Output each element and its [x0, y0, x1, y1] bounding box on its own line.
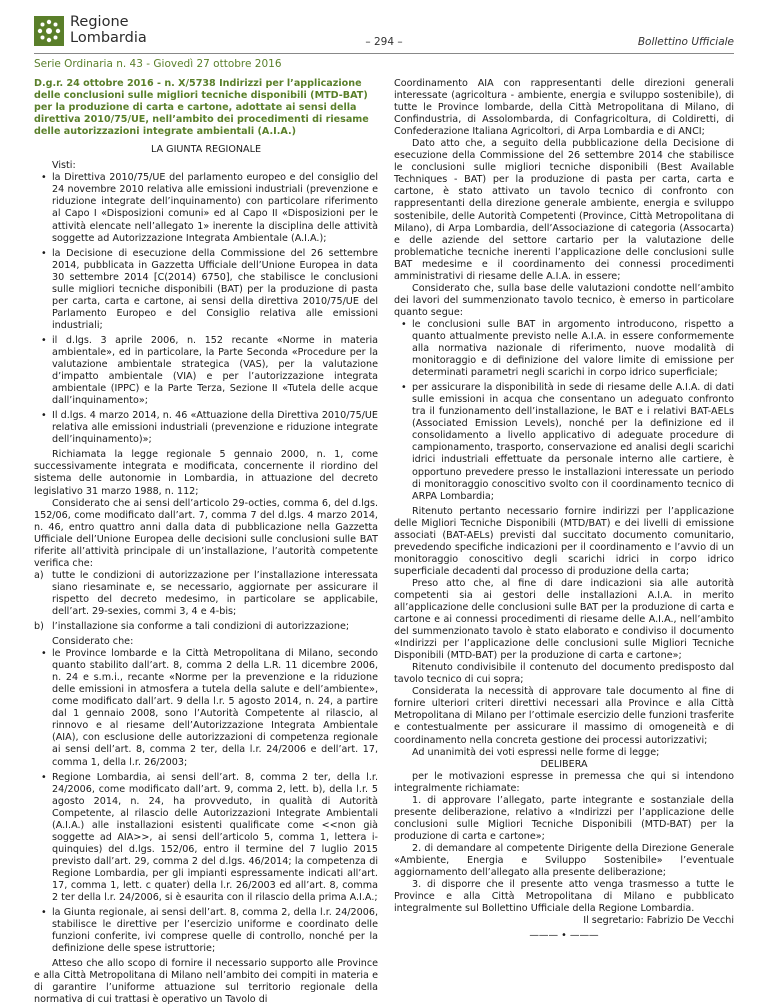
list-item: • la Giunta regionale, ai sensi dell’art. 8, comma 2, della l.r. 24/2006, stabilisce le direttive per l’esercizio uniforme e coordinato delle funzioni conferite, ivi comprese quelle di controllo, nonché per la definizione delle spese istruttorie;	[34, 907, 378, 955]
alpha-list	[34, 570, 378, 633]
list-item: • Regione Lombardia, ai sensi dell’art. 8, comma 2 ter, della l.r. 24/2006, come modificato dall’art. 9, comma 2, lett. b), della l.r. 5 agosto 2014, n. 24, ha provveduto, in qualità di Autorità Competente, al rilascio delle Autorizzazioni Integrate Ambientali (A.I.A.) alle installazioni esistenti qualificate come <<non già soggette ad AIA>>, ai sensi dell’articolo 5, comma 1, lettera i-quinquies) del d.lgs. 152/06, entro il termine del 7 luglio 2015 previsto dall’art. 29, comma 2 del d.lgs. 46/2014; la competenza di Regione Lombardia, per gli impianti espressamente indicati all’art. 17, comma 1, lett. c quater) della l.r. 26/2003 ed all’art. 8, comma 2 ter della l.r. 24/2006, si è esaurita con il rilascio della prima A.I.A.;	[34, 772, 378, 905]
left-column	[34, 78, 378, 1006]
list-marker: a)	[34, 569, 44, 581]
list-item: • il d.lgs. 3 aprile 2006, n. 152 recante «Norme in materia ambientale», ed in particolare, la Parte Seconda «Procedure per la valutazione ambientale strategica (VAS), per la valutazione d’impatto ambientale (VIA) e per l’autorizzazione integrata ambientale (IPPC) e la Parte Terza, Sezione II «Tutela delle acque dall’inquinamento»;	[34, 335, 378, 407]
list-item: • la Decisione di esecuzione della Commissione del 26 settembre 2014, pubblicata in Gazzetta Ufficiale dell’Unione Europea in data 30 settembre 2014 [C(2014) 6750], che stabilisce le conclusioni sulle migliori tecniche disponibili (BAT) per la produzione di pasta per carta, carta e cartone, ai sensi della direttiva 2010/75/UE del Parlamento Europeo e del Consiglio relativa alle emissioni industriali;	[34, 248, 378, 332]
paragraph: 3. di disporre che il presente atto venga trasmesso a tutte le Province e alla Città Metropolitana di Milano e pubblicato integralmente sul Bollettino Ufficiale della Regione Lombardia.	[394, 879, 734, 915]
delibera-heading: DELIBERA	[540, 758, 588, 770]
list-item: • Il d.lgs. 4 marzo 2014, n. 46 «Attuazione della Direttiva 2010/75/UE relativa alle emissioni industriali (prevenzione e riduzione integrate dell’inquinamento)»;	[34, 410, 378, 446]
list-item: • le Province lombarde e la Città Metropolitana di Milano, secondo quanto stabilito dall’art. 8, comma 2 della L.R. 11 dicembre 2006, n. 24 e s.m.i., recante «Norme per la prevenzione e la riduzione delle emissioni in atmosfera a tutela della salute e dell’ambiente», come modificato dall’art. 9 della l.r. 5 agosto 2014, n. 24, a partire dal 1 gennaio 2008, sono l’Autorità Competente al rilascio, al rinnovo e al riesame dell’Autorizzazione Integrata Ambientale (AIA), con esclusione delle autorizzazioni di competenza regionale ai sensi dell’art. 8, comma 2 ter, della l.r. 24/2006 e dell’art. 17, comma 1, della l.r. 26/2003;	[34, 648, 378, 768]
paragraph: Dato atto che, a seguito della pubblicazione della Decisione di esecuzione della Commissione del 26 settembre 2014 che stabilisce le conclusioni sulle migliori tecniche disponibili (Best Available Techniques - BAT) per la produzione di pasta per carta, carta e cartone, è stato attivato un tavolo tecnico di confronto con rappresentanti della direzione generale ambiente, energia e sviluppo sostenibile, delle Autorità Competenti (Province, Città Metropolitana di Milano), di Arpa Lombardia, dell’Associazione di categoria (Assocarta) e delle aziende del settore cartario per la valutazione delle problematiche tecniche inerenti l’applicazione delle conclusioni sulle BAT medesime e il coordinamento dei connessi procedimenti amministrativi di riesame delle A.I.A. in essere;	[394, 138, 734, 282]
findings-list	[394, 319, 734, 503]
visti-heading: Visti:	[52, 160, 76, 172]
paragraph: Considerata la necessità di approvare tale documento al fine di fornire ulteriori criteri direttivi necessari alla Province e alla Città Metropolitana di Milano per l’ottimale esercizio delle funzioni trasferite e contestualmente per assicurare il massimo di omogeneità e di coordinamento nella concreta gestione dei processi autorizzativi;	[394, 686, 734, 746]
paragraph: Considerato che, sulla base delle valutazioni condotte nell’ambito dei lavori del summenzionato tavolo tecnico, è emerso in particolare quanto segue:	[394, 282, 734, 318]
list-marker: b)	[34, 621, 44, 633]
richiamata-paragraph: Richiamata la legge regionale 5 gennaio 2000, n. 1, come successivamente integrata e modificata, concernente il riordino del sistema delle autonomie in Lombardia, in attuazione del decreto legislativo 31 marzo 1988, n. 112;	[34, 449, 378, 497]
paragraph: 1. di approvare l’allegato, parte integrante e sostanziale della presente deliberazione, relativo a «Indirizzi per l’applicazione delle conclusioni sulle Migliori Tecniche Disponibili (MTD-BAT) per la produzione di carta e cartone»;	[394, 794, 734, 842]
paragraph: Ritenuto pertanto necessario fornire indirizzi per l’applicazione delle Migliori Tecniche Disponibili (MTD/BAT) e dei livelli di emissione associati (BAT-AELs) previsti dal succitato documento comunitario, prevedendo specifiche indicazioni per il coordinamento e l’avvio di un monitoraggio conoscitivo degli scarichi idrici in corpo idrico superficiale decadenti dal processo di produzione della carta;	[394, 505, 734, 577]
header-rule	[34, 53, 734, 54]
list-item	[34, 570, 378, 618]
visti-list	[34, 172, 378, 446]
paragraph: Ad unanimità dei voti espressi nelle forme di legge;	[412, 746, 660, 758]
list-item: • per assicurare la disponibilità in sede di riesame delle A.I.A. di dati sulle emissioni in acqua che consentano un adeguato confronto tra il funzionamento dell’installazione, le BAT e i relativi BAT-AELs (Associated Emission Levels), nonché per la definizione ed il consolidamento a livello applicativo di adeguate procedure di campionamento, trasporto, conservazione ed analisi degli scarichi idrici industriali effettuate da personale interno alle cartiere, è opportuno prevedere presso le installazioni interessate un periodo di monitoraggio conoscitivo svolto con il coordinamento tecnico di ARPA Lombardia;	[394, 382, 734, 502]
paragraph: Coordinamento AIA con rappresentanti delle direzioni generali interessate (agricoltura - ambiente, energia e sviluppo sostenibile), di tutte le Province lombarde, della Città Metropolitana di Milano, di Confindustria, di Assolombarda, di Confagricoltura, di Coldiretti, di Confederazione Italiana Agricoltori, di Arpa Lombardia e di ANCI;	[394, 78, 734, 138]
list-item	[34, 621, 378, 633]
list-text: tutte le condizioni di autorizzazione per l’installazione interessata siano riesaminate e, se necessario, aggiornate per assicurare il rispetto del decreto medesimo, in particolare se applicabile, dell’art. 29-sexies, commi 3, 4 e 4-bis;	[52, 569, 378, 617]
list-item: • le conclusioni sulle BAT in argomento introducono, rispetto a quanto attualmente previsto nelle A.I.A. in essere conformemente alla normativa nazionale di riferimento, nuove modalità di monitoraggio e di definizione del valore limite di emissione per determinati parametri negli scarichi in corpo idrico superficiale;	[394, 319, 734, 379]
brand-line-1: Regione	[70, 14, 129, 30]
paragraph: Preso atto che, al fine di dare indicazioni sia alle autorità competenti sia ai gestori delle installazioni A.I.A. in merito all’applicazione delle conclusioni sulle BAT per la produzione di carta e cartone e ai connessi procedimenti di riesame delle A.I.A., nell’ambito del summenzionato tavolo è stato elaborato e condiviso il documento «Indirizzi per l’applicazione delle conclusioni sulle Migliori Tecniche Disponibili (MTD-BAT) per la produzione di carta e cartone»;	[394, 577, 734, 662]
considerato-paragraph: Considerato che ai sensi dell’articolo 29-octies, comma 6, del d.lgs. 152/06, come modificato dall’art. 7, comma 7 del d.lgs. 4 marzo 2014, n. 46, entro quattro anni dalla data di pubblicazione nella Gazzetta Ufficiale dell’Unione Europea delle decisioni sulle conclusioni sulle BAT riferite all’attività principale di un’installazione, l’autorità competente verifica che:	[34, 497, 378, 569]
brand-line-2: Lombardia	[70, 30, 147, 46]
paragraph: Ritenuto condivisibile il contenuto del documento predisposto dal tavolo tecnico di cui sopra;	[394, 662, 734, 686]
bulletin-title: Bollettino Ufficiale	[637, 36, 734, 48]
atteso-paragraph: Atteso che allo scopo di fornire il necessario supporto alle Province e alla Città Metropolitana di Milano nell’ambito dei compiti in materia e di garantire l’uniforme attuazione sul territorio regionale della normativa di cui trattasi è operativo un Tavolo di	[34, 958, 378, 1006]
paragraph: 2. di demandare al competente Dirigente della Direzione Generale «Ambiente, Energia e Sviluppo Sostenibile» l’eventuale aggiornamento dell’allegato alla presente deliberazione;	[394, 842, 734, 879]
page-number: – 294 –	[365, 36, 403, 48]
resolution-title: D.g.r. 24 ottobre 2016 - n. X/5738 Indirizzi per l’applicazione delle conclusioni sulle migliori tecniche disponibili (MTD-BAT) per la produzione di carta e cartone, adottate ai sensi della direttiva 2010/75/UE, nell’ambito dei procedimenti di riesame delle autorizzazioni integrate ambientali (A.I.A.)	[34, 78, 369, 138]
giunta-heading: LA GIUNTA REGIONALE	[150, 144, 262, 156]
end-mark: ——— • ———	[529, 930, 599, 942]
paragraph: per le motivazioni espresse in premessa che qui si intendono integralmente richiamate:	[394, 770, 734, 794]
considerato-list	[34, 648, 378, 955]
considerato-heading: Considerato che:	[52, 636, 134, 648]
list-text: l’installazione sia conforme a tali condizioni di autorizzazione;	[52, 621, 350, 633]
right-column	[394, 78, 734, 942]
signature: Il segretario: Fabrizio De Vecchi	[583, 915, 734, 927]
list-item: • la Direttiva 2010/75/UE del parlamento europeo e del consiglio del 24 novembre 2010 relativa alle emissioni industriali (prevenzione e riduzione integrate dell’inquinamento) con particolare riferimento al Capo I «Disposizioni comuni» ed al Capo II «Disposizioni per le attività elencate nell’allegato 1» inerente la disciplina delle attività soggette ad Autorizzazione Integrata Ambientale (A.I.A.);	[34, 172, 378, 244]
series-line: Serie Ordinaria n. 43 - Giovedì 27 ottobre 2016	[34, 58, 282, 70]
page-header	[0, 0, 768, 54]
